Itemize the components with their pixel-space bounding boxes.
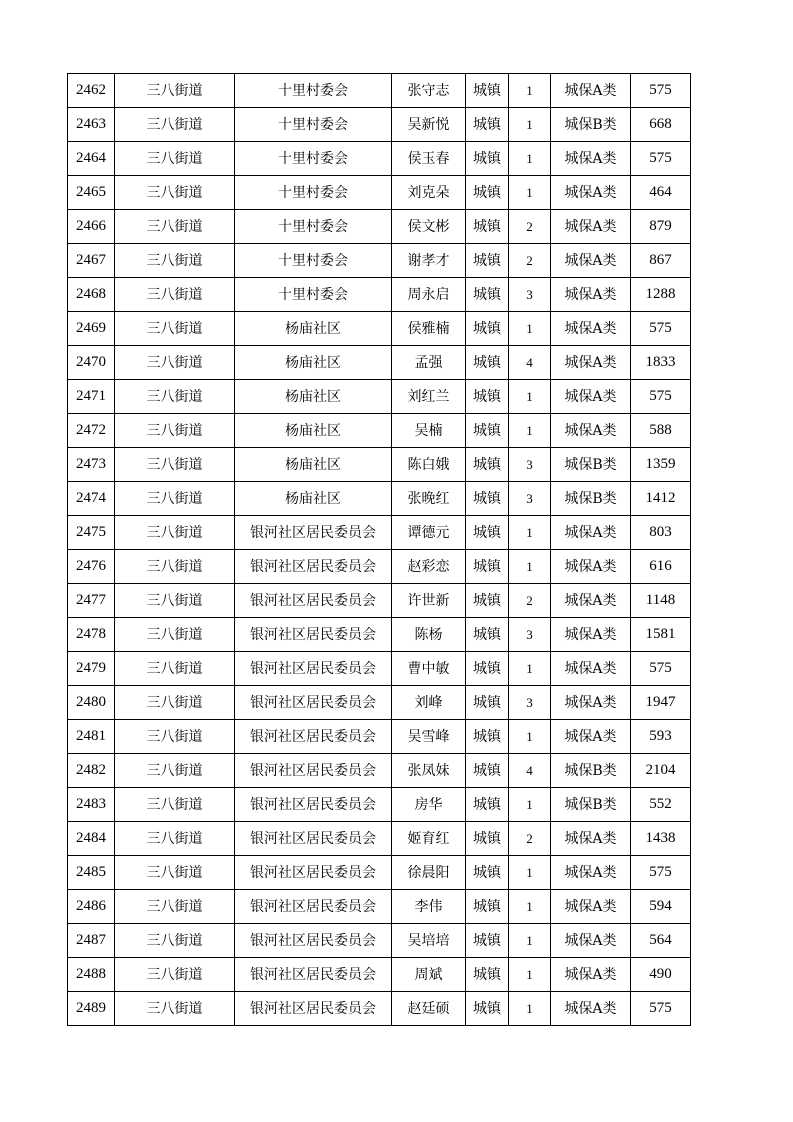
table-row [68, 74, 691, 108]
category-cell: 城保A类 [551, 686, 631, 720]
amount-cell: 668 [631, 108, 691, 142]
category-cell: 城保A类 [551, 312, 631, 346]
table-row [68, 482, 691, 516]
name-cell: 陈白娥 [392, 448, 466, 482]
community-cell: 杨庙社区 [235, 482, 392, 516]
street-cell: 三八街道 [115, 890, 235, 924]
category-cell: 城保A类 [551, 890, 631, 924]
community-cell: 十里村委会 [235, 176, 392, 210]
name-cell: 孟强 [392, 346, 466, 380]
category-cell: 城保A类 [551, 278, 631, 312]
amount-cell: 1412 [631, 482, 691, 516]
community-cell: 十里村委会 [235, 210, 392, 244]
area-type-cell: 城镇 [466, 958, 509, 992]
amount-cell: 867 [631, 244, 691, 278]
record-id-cell: 2474 [68, 482, 115, 516]
name-cell: 侯雅楠 [392, 312, 466, 346]
name-cell: 吴雪峰 [392, 720, 466, 754]
community-cell: 银河社区居民委员会 [235, 550, 392, 584]
household-size-cell: 1 [509, 108, 551, 142]
amount-cell: 2104 [631, 754, 691, 788]
category-cell: 城保A类 [551, 414, 631, 448]
roster-table [67, 73, 691, 1026]
name-cell: 周永启 [392, 278, 466, 312]
record-id-cell: 2470 [68, 346, 115, 380]
household-size-cell: 2 [509, 822, 551, 856]
amount-cell: 1947 [631, 686, 691, 720]
street-cell: 三八街道 [115, 380, 235, 414]
name-cell: 陈杨 [392, 618, 466, 652]
record-id-cell: 2469 [68, 312, 115, 346]
community-cell: 杨庙社区 [235, 380, 392, 414]
category-cell: 城保A类 [551, 74, 631, 108]
household-size-cell: 3 [509, 686, 551, 720]
category-cell: 城保A类 [551, 346, 631, 380]
amount-cell: 1833 [631, 346, 691, 380]
area-type-cell: 城镇 [466, 380, 509, 414]
table-row [68, 720, 691, 754]
category-cell: 城保A类 [551, 584, 631, 618]
household-size-cell: 1 [509, 788, 551, 822]
street-cell: 三八街道 [115, 652, 235, 686]
community-cell: 十里村委会 [235, 108, 392, 142]
amount-cell: 464 [631, 176, 691, 210]
community-cell: 杨庙社区 [235, 448, 392, 482]
community-cell: 十里村委会 [235, 142, 392, 176]
category-cell: 城保A类 [551, 244, 631, 278]
name-cell: 徐晨阳 [392, 856, 466, 890]
record-id-cell: 2478 [68, 618, 115, 652]
category-cell: 城保A类 [551, 380, 631, 414]
category-cell: 城保B类 [551, 108, 631, 142]
table-row [68, 380, 691, 414]
category-cell: 城保A类 [551, 516, 631, 550]
household-size-cell: 1 [509, 142, 551, 176]
amount-cell: 1288 [631, 278, 691, 312]
amount-cell: 594 [631, 890, 691, 924]
table-row [68, 754, 691, 788]
amount-cell: 490 [631, 958, 691, 992]
community-cell: 银河社区居民委员会 [235, 788, 392, 822]
street-cell: 三八街道 [115, 958, 235, 992]
community-cell: 银河社区居民委员会 [235, 924, 392, 958]
household-size-cell: 1 [509, 312, 551, 346]
household-size-cell: 1 [509, 414, 551, 448]
record-id-cell: 2483 [68, 788, 115, 822]
table-row [68, 618, 691, 652]
table-row [68, 890, 691, 924]
amount-cell: 575 [631, 312, 691, 346]
category-cell: 城保A类 [551, 550, 631, 584]
category-cell: 城保A类 [551, 924, 631, 958]
record-id-cell: 2468 [68, 278, 115, 312]
name-cell: 曹中敏 [392, 652, 466, 686]
street-cell: 三八街道 [115, 686, 235, 720]
household-size-cell: 1 [509, 652, 551, 686]
street-cell: 三八街道 [115, 74, 235, 108]
street-cell: 三八街道 [115, 312, 235, 346]
category-cell: 城保A类 [551, 210, 631, 244]
record-id-cell: 2477 [68, 584, 115, 618]
category-cell: 城保A类 [551, 822, 631, 856]
household-size-cell: 3 [509, 618, 551, 652]
table-row [68, 142, 691, 176]
table-row [68, 822, 691, 856]
street-cell: 三八街道 [115, 414, 235, 448]
amount-cell: 803 [631, 516, 691, 550]
record-id-cell: 2488 [68, 958, 115, 992]
amount-cell: 575 [631, 74, 691, 108]
street-cell: 三八街道 [115, 448, 235, 482]
table-row [68, 346, 691, 380]
record-id-cell: 2475 [68, 516, 115, 550]
area-type-cell: 城镇 [466, 448, 509, 482]
area-type-cell: 城镇 [466, 618, 509, 652]
record-id-cell: 2466 [68, 210, 115, 244]
household-size-cell: 1 [509, 380, 551, 414]
area-type-cell: 城镇 [466, 482, 509, 516]
household-size-cell: 3 [509, 278, 551, 312]
amount-cell: 1359 [631, 448, 691, 482]
table-row [68, 448, 691, 482]
table-row [68, 686, 691, 720]
table-row [68, 924, 691, 958]
category-cell: 城保A类 [551, 176, 631, 210]
name-cell: 张守志 [392, 74, 466, 108]
name-cell: 吴培培 [392, 924, 466, 958]
category-cell: 城保B类 [551, 482, 631, 516]
household-size-cell: 1 [509, 550, 551, 584]
record-id-cell: 2479 [68, 652, 115, 686]
amount-cell: 575 [631, 856, 691, 890]
area-type-cell: 城镇 [466, 74, 509, 108]
street-cell: 三八街道 [115, 482, 235, 516]
record-id-cell: 2480 [68, 686, 115, 720]
community-cell: 十里村委会 [235, 74, 392, 108]
record-id-cell: 2481 [68, 720, 115, 754]
category-cell: 城保B类 [551, 448, 631, 482]
record-id-cell: 2467 [68, 244, 115, 278]
street-cell: 三八街道 [115, 822, 235, 856]
table-row [68, 176, 691, 210]
community-cell: 银河社区居民委员会 [235, 584, 392, 618]
amount-cell: 575 [631, 992, 691, 1026]
street-cell: 三八街道 [115, 788, 235, 822]
name-cell: 房华 [392, 788, 466, 822]
area-type-cell: 城镇 [466, 992, 509, 1026]
street-cell: 三八街道 [115, 856, 235, 890]
household-size-cell: 4 [509, 754, 551, 788]
household-size-cell: 1 [509, 74, 551, 108]
amount-cell: 593 [631, 720, 691, 754]
name-cell: 姬育红 [392, 822, 466, 856]
record-id-cell: 2473 [68, 448, 115, 482]
record-id-cell: 2464 [68, 142, 115, 176]
area-type-cell: 城镇 [466, 720, 509, 754]
table-row [68, 584, 691, 618]
table-row [68, 414, 691, 448]
name-cell: 吴新悦 [392, 108, 466, 142]
amount-cell: 575 [631, 142, 691, 176]
household-size-cell: 4 [509, 346, 551, 380]
name-cell: 许世新 [392, 584, 466, 618]
community-cell: 十里村委会 [235, 278, 392, 312]
amount-cell: 1148 [631, 584, 691, 618]
street-cell: 三八街道 [115, 346, 235, 380]
street-cell: 三八街道 [115, 550, 235, 584]
area-type-cell: 城镇 [466, 244, 509, 278]
household-size-cell: 1 [509, 856, 551, 890]
community-cell: 银河社区居民委员会 [235, 686, 392, 720]
area-type-cell: 城镇 [466, 924, 509, 958]
record-id-cell: 2476 [68, 550, 115, 584]
record-id-cell: 2465 [68, 176, 115, 210]
name-cell: 周斌 [392, 958, 466, 992]
amount-cell: 588 [631, 414, 691, 448]
street-cell: 三八街道 [115, 210, 235, 244]
name-cell: 赵彩恋 [392, 550, 466, 584]
record-id-cell: 2462 [68, 74, 115, 108]
area-type-cell: 城镇 [466, 686, 509, 720]
household-size-cell: 3 [509, 448, 551, 482]
area-type-cell: 城镇 [466, 856, 509, 890]
record-id-cell: 2486 [68, 890, 115, 924]
community-cell: 银河社区居民委员会 [235, 958, 392, 992]
area-type-cell: 城镇 [466, 822, 509, 856]
table-row [68, 550, 691, 584]
household-size-cell: 1 [509, 958, 551, 992]
name-cell: 侯文彬 [392, 210, 466, 244]
record-id-cell: 2471 [68, 380, 115, 414]
community-cell: 银河社区居民委员会 [235, 618, 392, 652]
street-cell: 三八街道 [115, 108, 235, 142]
household-size-cell: 1 [509, 516, 551, 550]
amount-cell: 616 [631, 550, 691, 584]
area-type-cell: 城镇 [466, 788, 509, 822]
record-id-cell: 2472 [68, 414, 115, 448]
table-row [68, 244, 691, 278]
record-id-cell: 2484 [68, 822, 115, 856]
household-size-cell: 2 [509, 244, 551, 278]
name-cell: 刘克朵 [392, 176, 466, 210]
household-size-cell: 1 [509, 890, 551, 924]
street-cell: 三八街道 [115, 992, 235, 1026]
household-size-cell: 1 [509, 176, 551, 210]
record-id-cell: 2489 [68, 992, 115, 1026]
street-cell: 三八街道 [115, 176, 235, 210]
street-cell: 三八街道 [115, 584, 235, 618]
category-cell: 城保A类 [551, 992, 631, 1026]
street-cell: 三八街道 [115, 516, 235, 550]
name-cell: 刘红兰 [392, 380, 466, 414]
household-size-cell: 1 [509, 992, 551, 1026]
household-size-cell: 1 [509, 720, 551, 754]
area-type-cell: 城镇 [466, 550, 509, 584]
street-cell: 三八街道 [115, 754, 235, 788]
category-cell: 城保B类 [551, 754, 631, 788]
household-size-cell: 2 [509, 210, 551, 244]
street-cell: 三八街道 [115, 142, 235, 176]
name-cell: 谭德元 [392, 516, 466, 550]
street-cell: 三八街道 [115, 618, 235, 652]
area-type-cell: 城镇 [466, 414, 509, 448]
category-cell: 城保A类 [551, 958, 631, 992]
household-size-cell: 3 [509, 482, 551, 516]
table-row [68, 856, 691, 890]
category-cell: 城保B类 [551, 788, 631, 822]
name-cell: 张晚红 [392, 482, 466, 516]
name-cell: 赵廷硕 [392, 992, 466, 1026]
area-type-cell: 城镇 [466, 278, 509, 312]
record-id-cell: 2463 [68, 108, 115, 142]
table-row [68, 652, 691, 686]
area-type-cell: 城镇 [466, 312, 509, 346]
community-cell: 银河社区居民委员会 [235, 516, 392, 550]
community-cell: 银河社区居民委员会 [235, 856, 392, 890]
category-cell: 城保A类 [551, 720, 631, 754]
name-cell: 侯玉春 [392, 142, 466, 176]
amount-cell: 1581 [631, 618, 691, 652]
category-cell: 城保A类 [551, 652, 631, 686]
area-type-cell: 城镇 [466, 516, 509, 550]
area-type-cell: 城镇 [466, 142, 509, 176]
community-cell: 银河社区居民委员会 [235, 890, 392, 924]
area-type-cell: 城镇 [466, 584, 509, 618]
community-cell: 银河社区居民委员会 [235, 652, 392, 686]
record-id-cell: 2482 [68, 754, 115, 788]
area-type-cell: 城镇 [466, 890, 509, 924]
community-cell: 十里村委会 [235, 244, 392, 278]
community-cell: 杨庙社区 [235, 414, 392, 448]
table-row [68, 312, 691, 346]
area-type-cell: 城镇 [466, 346, 509, 380]
amount-cell: 575 [631, 652, 691, 686]
area-type-cell: 城镇 [466, 754, 509, 788]
area-type-cell: 城镇 [466, 210, 509, 244]
community-cell: 银河社区居民委员会 [235, 720, 392, 754]
table-row [68, 108, 691, 142]
community-cell: 银河社区居民委员会 [235, 822, 392, 856]
street-cell: 三八街道 [115, 720, 235, 754]
household-size-cell: 1 [509, 924, 551, 958]
category-cell: 城保A类 [551, 142, 631, 176]
table-row [68, 788, 691, 822]
area-type-cell: 城镇 [466, 176, 509, 210]
record-id-cell: 2485 [68, 856, 115, 890]
amount-cell: 879 [631, 210, 691, 244]
community-cell: 杨庙社区 [235, 312, 392, 346]
roster-body [68, 74, 691, 1026]
community-cell: 银河社区居民委员会 [235, 754, 392, 788]
community-cell: 银河社区居民委员会 [235, 992, 392, 1026]
name-cell: 李伟 [392, 890, 466, 924]
table-row [68, 210, 691, 244]
area-type-cell: 城镇 [466, 652, 509, 686]
name-cell: 刘峰 [392, 686, 466, 720]
amount-cell: 564 [631, 924, 691, 958]
name-cell: 吴楠 [392, 414, 466, 448]
table-row [68, 958, 691, 992]
table-row [68, 992, 691, 1026]
street-cell: 三八街道 [115, 244, 235, 278]
area-type-cell: 城镇 [466, 108, 509, 142]
amount-cell: 575 [631, 380, 691, 414]
street-cell: 三八街道 [115, 278, 235, 312]
street-cell: 三八街道 [115, 924, 235, 958]
amount-cell: 552 [631, 788, 691, 822]
name-cell: 谢孝才 [392, 244, 466, 278]
household-size-cell: 2 [509, 584, 551, 618]
record-id-cell: 2487 [68, 924, 115, 958]
community-cell: 杨庙社区 [235, 346, 392, 380]
category-cell: 城保A类 [551, 618, 631, 652]
table-row [68, 516, 691, 550]
name-cell: 张凤妹 [392, 754, 466, 788]
table-row [68, 278, 691, 312]
category-cell: 城保A类 [551, 856, 631, 890]
amount-cell: 1438 [631, 822, 691, 856]
